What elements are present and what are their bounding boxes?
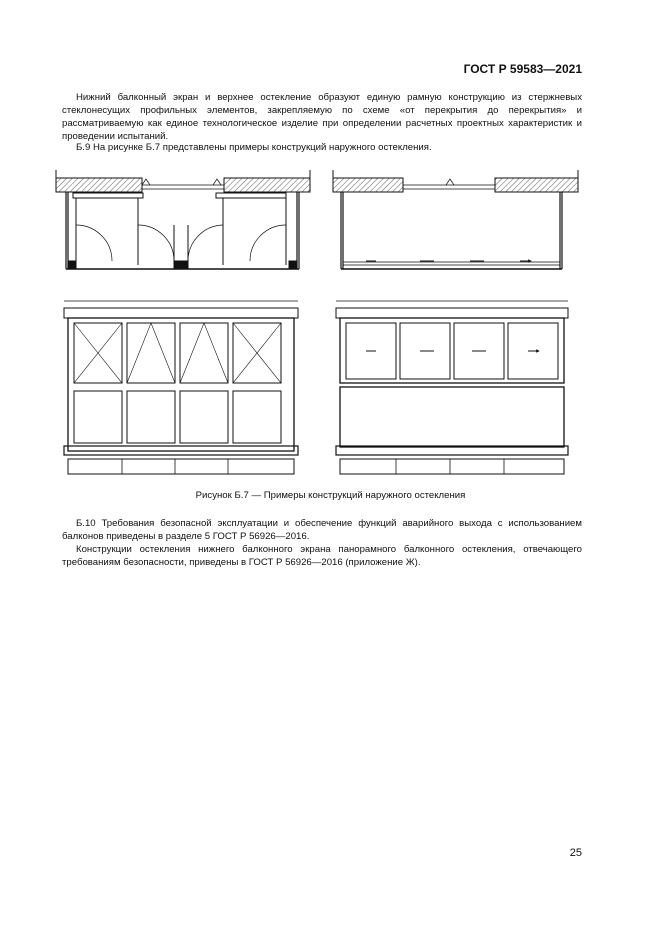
- figure-b7-drawing: [40, 165, 620, 480]
- elevation-sliding: [336, 301, 568, 474]
- paragraph-lower-screen: Конструкции остекления нижнего балконного экрана панорамного балконного остекления, отвечающего требованиям безопасности, приведены в ГОСТ Р 56926—2016 (приложение Ж).: [62, 544, 582, 568]
- paragraph-frame-structure: Нижний балконный экран и верхнее остекление образуют единую рамную конструкцию из стержневых стеклонесущих профильных элементов, закрепляемую по схеме «от перекрытия до перекрытия» и рассматриваемую как единое технологическое изделие при определении расчетных проектных характеристик и проведении испытаний.: [62, 92, 582, 142]
- figure-caption: Рисунок Б.7 — Примеры конструкций наружного остекления: [195, 490, 466, 501]
- document-code: ГОСТ Р 59583—2021: [463, 62, 582, 76]
- paragraph-b10: Б.10 Требования безопасной эксплуатации и обеспечение функций аварийного выхода с использованием балконов приведены в разделе 5 ГОСТ Р 56926—2016.: [62, 518, 582, 542]
- plan-swing-doors: [56, 170, 310, 269]
- plan-sliding-sashes: [333, 170, 578, 269]
- elevation-casement: [64, 301, 298, 474]
- page-number: 25: [569, 847, 582, 859]
- paragraph-b9: Б.9 На рисунке Б.7 представлены примеры конструкций наружного остекления.: [76, 142, 432, 153]
